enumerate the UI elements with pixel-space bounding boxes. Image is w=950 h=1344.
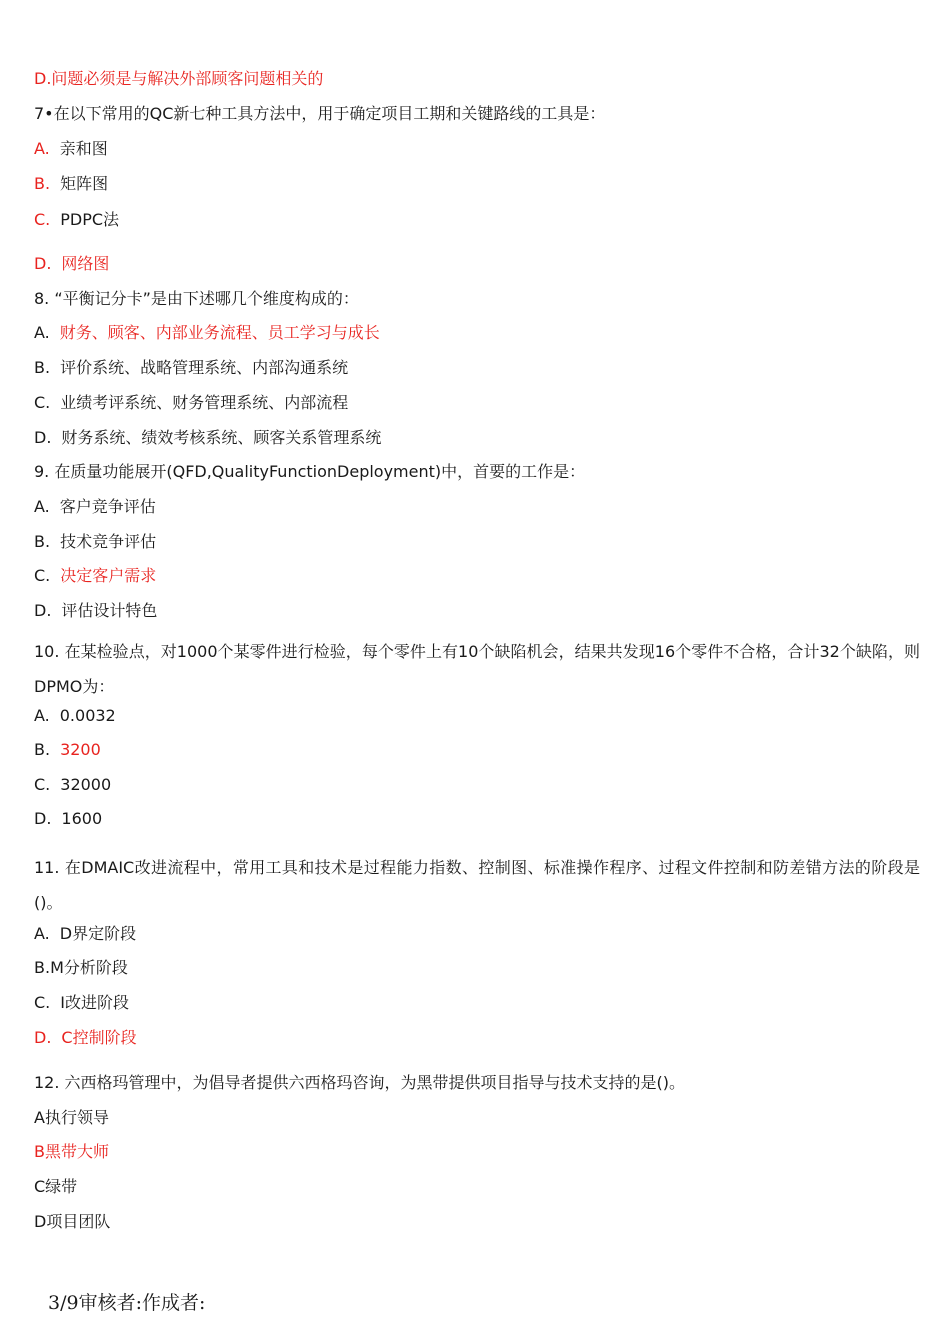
option-marker: B. xyxy=(34,740,51,759)
q10-option-c xyxy=(34,774,920,796)
q10-option-a xyxy=(34,705,920,727)
option-text: 财务、顾客、内部业务流程、员工学习与成长 xyxy=(59,323,380,342)
option-marker: B. xyxy=(34,532,51,551)
option-marker: A. xyxy=(34,497,50,516)
option-text: 1600 xyxy=(61,809,103,828)
q11-option-d xyxy=(34,1027,920,1049)
q9-option-d xyxy=(34,600,920,622)
option-marker: A. xyxy=(34,706,50,725)
q10-stem: 10. 在某检验点，对1000个某零件进行检验，每个零件上有10个缺陷机会，结果共发现16个零件不合格，合计32个缺陷，则DPMO为： xyxy=(34,642,920,696)
q12-option-c: C绿带 xyxy=(34,1177,78,1196)
option-text: 3200 xyxy=(60,740,101,759)
option-text: 32000 xyxy=(60,775,112,794)
option-marker: D. xyxy=(34,254,52,273)
q10-option-b xyxy=(34,739,920,761)
option-marker: B. xyxy=(34,358,51,377)
option-marker: A. xyxy=(34,924,50,943)
option-text: 财务系统、绩效考核系统、顾客关系管理系统 xyxy=(61,428,382,447)
q11-option-c xyxy=(34,992,920,1014)
q8-option-d xyxy=(34,427,920,449)
q7-option-d xyxy=(34,253,920,275)
option-text: 0.0032 xyxy=(59,706,116,725)
option-marker: C. xyxy=(34,210,51,229)
q12-option-b: B黑带大师 xyxy=(34,1142,109,1161)
q8-option-b xyxy=(34,357,920,379)
option-text: C控制阶段 xyxy=(61,1028,137,1047)
option-text: 网络图 xyxy=(61,254,110,273)
option-marker: A. xyxy=(34,139,50,158)
option-text: PDPC法 xyxy=(60,210,120,229)
q11-option-a xyxy=(34,923,920,945)
q8-option-a xyxy=(34,322,920,344)
option-text: 亲和图 xyxy=(59,139,108,158)
option-text: 技术竞争评估 xyxy=(60,532,157,551)
q9-option-a xyxy=(34,496,920,518)
q12-option-d: D项目团队 xyxy=(34,1212,111,1231)
q11-option-b: B.M分析阶段 xyxy=(34,958,128,977)
option-marker: C. xyxy=(34,393,51,412)
option-marker: C. xyxy=(34,566,51,585)
q7-option-a xyxy=(34,138,920,160)
q9-option-c xyxy=(34,565,920,587)
q7-option-c xyxy=(34,209,920,231)
q8-option-c xyxy=(34,392,920,414)
option-text: 评价系统、战略管理系统、内部沟通系统 xyxy=(60,358,349,377)
option-marker: D. xyxy=(34,601,52,620)
option-marker: B. xyxy=(34,174,51,193)
q6-option-d: D.问题必须是与解决外部顾客问题相关的 xyxy=(34,69,324,88)
q10-option-d xyxy=(34,808,920,830)
option-marker: D. xyxy=(34,1028,52,1047)
q9-stem: 9. 在质量功能展开(QFD,QualityFunctionDeployment)中，首要的工作是： xyxy=(34,462,586,481)
q12-option-a: A执行领导 xyxy=(34,1108,109,1127)
option-marker: D. xyxy=(34,428,52,447)
option-marker: C. xyxy=(34,993,51,1012)
q7-stem: 7•在以下常用的QC新七种工具方法中，用于确定项目工期和关键路线的工具是： xyxy=(34,104,606,123)
q8-stem: 8. “平衡记分卡”是由下述哪几个维度构成的： xyxy=(34,289,359,308)
option-text: I改进阶段 xyxy=(60,993,129,1012)
option-text: 评估设计特色 xyxy=(61,601,158,620)
option-text: 业绩考评系统、财务管理系统、内部流程 xyxy=(60,393,349,412)
q12-stem: 12. 六西格玛管理中，为倡导者提供六西格玛咨询，为黑带提供项目指导与技术支持的是()。 xyxy=(34,1073,686,1092)
q9-option-b xyxy=(34,531,920,553)
page-footer: 3/9审核者:作成者: xyxy=(48,1292,206,1314)
option-marker: A. xyxy=(34,323,50,342)
option-text: 矩阵图 xyxy=(60,174,109,193)
option-text: 决定客户需求 xyxy=(60,566,157,585)
q7-option-b xyxy=(34,173,920,195)
option-marker: C. xyxy=(34,775,51,794)
option-text: 客户竞争评估 xyxy=(59,497,156,516)
q11-stem: 11. 在DMAIC改进流程中，常用工具和技术是过程能力指数、控制图、标准操作程序、过程文件控制和防差错方法的阶段是()。 xyxy=(34,858,920,912)
option-text: D界定阶段 xyxy=(59,924,137,943)
option-marker: D. xyxy=(34,809,52,828)
